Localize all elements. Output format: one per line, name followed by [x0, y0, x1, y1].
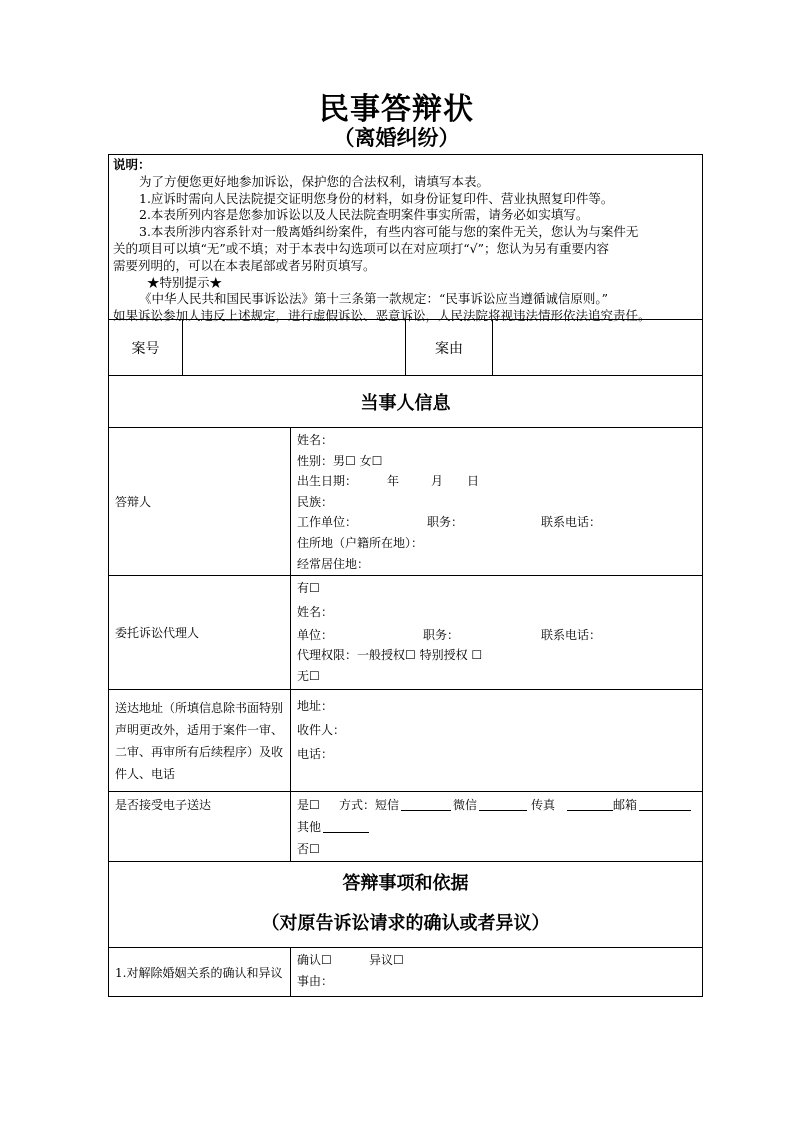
instructions-heading: 说明：: [113, 157, 151, 172]
divorce-choice-field[interactable]: [297, 950, 696, 971]
agent-row: [109, 576, 702, 690]
defense-form: [108, 154, 703, 997]
sms-blank[interactable]: [401, 796, 451, 811]
service-recipient-field[interactable]: 收件人：: [297, 723, 346, 737]
electronic-yes-checkbox[interactable]: 是☐: [297, 798, 320, 812]
defense-title: 答辩事项和依据: [342, 873, 469, 894]
case-info-row: [109, 320, 702, 376]
agent-fields: [291, 576, 702, 689]
agent-has-checkbox[interactable]: 有☐: [297, 581, 320, 595]
divorce-confirmation-label: 1.对解除婚姻关系的确认和异议: [109, 948, 291, 996]
case-cause-label: 案由: [406, 320, 493, 375]
instructions-item-2: 2.本表所列内容是您参加诉讼以及人民法院查明案件事实所需，请务必如实填写。: [139, 207, 589, 223]
electronic-service-fields: [291, 792, 702, 861]
defense-subtitle: （对原告诉讼请求的确认或者异议）: [261, 913, 550, 934]
birth-month-label: 月: [431, 474, 444, 489]
instructions-item-3: 3.本表所涉内容系针对一般离婚纠纷案件，有些内容可能与您的案件无关，您认为与案件无: [139, 224, 639, 240]
electronic-service-label: 是否接受电子送达: [109, 792, 291, 861]
sms-label: 方式：短信: [339, 798, 400, 812]
electronic-service-row: [109, 792, 702, 862]
service-address-fields: [291, 690, 702, 791]
divorce-confirmation-fields: [291, 948, 702, 996]
instructions-intro: 为了方便您更好地参加诉讼，保护您的合法权利，请填写本表。: [139, 173, 490, 189]
special-notice-heading: ★特别提示★: [147, 274, 223, 290]
respondent-fields: [291, 428, 702, 575]
fax-blank[interactable]: [567, 796, 613, 811]
document-subtitle: （离婚纠纷）: [333, 125, 460, 150]
fax-label: 传真: [531, 798, 556, 812]
agent-job-label: 职务：: [423, 627, 460, 642]
instructions-item-3-cont: 关的项目可以填“无”或不填；对于本表中勾选项可以在对应项打“√”；您认为另有重要内容: [113, 240, 610, 256]
defense-heading: [109, 862, 702, 948]
party-info-heading: 当事人信息: [109, 376, 702, 428]
respondent-ethnicity-field[interactable]: 民族：: [297, 494, 334, 509]
law-citation: 《中华人民共和国民事诉讼法》第十三条第一款规定：“民事诉讼应当遵循诚信原则。”: [139, 291, 609, 307]
email-label: 邮箱: [613, 798, 638, 812]
phone-label: 联系电话：: [541, 515, 602, 530]
birth-day-label: 日: [467, 474, 480, 489]
instructions-section: [109, 155, 702, 324]
divorce-confirmation-row: [109, 948, 702, 996]
divorce-reason-field[interactable]: 事由：: [297, 973, 334, 988]
birth-year-label: 年: [387, 474, 400, 489]
service-address-label: 送达地址（所填信息除书面特别声明更改外，适用于案件一审、二审、再审所有后续程序）及收件人、电话: [109, 690, 291, 791]
document-title: 民事答辩状: [319, 92, 474, 127]
agent-name-field[interactable]: 姓名：: [297, 604, 334, 619]
service-address-row: [109, 690, 702, 792]
case-number-field[interactable]: [183, 320, 406, 375]
respondent-domicile-field[interactable]: 住所地（户籍所在地）：: [297, 535, 424, 550]
job-label: 职务：: [427, 515, 464, 530]
respondent-name-field[interactable]: 姓名：: [297, 433, 334, 447]
service-phone-field[interactable]: 电话：: [297, 747, 334, 761]
wechat-blank[interactable]: [479, 796, 527, 811]
electronic-other-field[interactable]: [297, 816, 696, 838]
respondent-birth-field[interactable]: [297, 471, 696, 492]
instructions-item-1: 1.应诉时需向人民法院提交证明您身份的材料，如身份证复印件、营业执照复印件等。: [139, 190, 614, 206]
agent-label: 委托诉讼代理人: [109, 576, 291, 689]
email-blank[interactable]: [639, 796, 691, 811]
case-cause-field[interactable]: [493, 320, 702, 375]
wechat-label: 微信: [453, 798, 478, 812]
service-address-field[interactable]: 地址：: [297, 699, 334, 713]
respondent-row: [109, 428, 702, 576]
birth-label: 出生日期：: [297, 474, 358, 489]
agent-authority-field[interactable]: 代理权限：一般授权☐ 特别授权 ☐: [297, 648, 483, 663]
agent-none-checkbox[interactable]: 无☐: [297, 668, 320, 683]
instructions-item-3-end: 需要列明的，可以在本表尾部或者另附页填写。: [113, 257, 376, 273]
object-checkbox[interactable]: 异议☐: [369, 953, 404, 967]
agent-work-field[interactable]: [297, 625, 696, 646]
confirm-checkbox[interactable]: 确认☐: [297, 953, 332, 967]
work-unit-label: 工作单位：: [297, 515, 358, 530]
respondent-gender-field[interactable]: 性别：男☐ 女☐: [297, 453, 383, 468]
electronic-no-checkbox[interactable]: 否☐: [297, 842, 320, 856]
electronic-yes-field[interactable]: [297, 794, 696, 816]
agent-phone-label: 联系电话：: [541, 627, 602, 642]
agent-unit-label: 单位：: [297, 627, 334, 642]
respondent-label: 答辩人: [109, 428, 291, 575]
other-label: 其他: [297, 820, 322, 834]
respondent-work-field[interactable]: [297, 512, 696, 533]
other-blank[interactable]: [323, 818, 369, 833]
case-number-label: 案号: [109, 320, 183, 375]
law-warning: 如果诉讼参加人违反上述规定，进行虚假诉讼、恶意诉讼，人民法院将视违法情形依法追究责任。: [113, 308, 651, 324]
respondent-residence-field[interactable]: 经常居住地：: [297, 556, 370, 571]
